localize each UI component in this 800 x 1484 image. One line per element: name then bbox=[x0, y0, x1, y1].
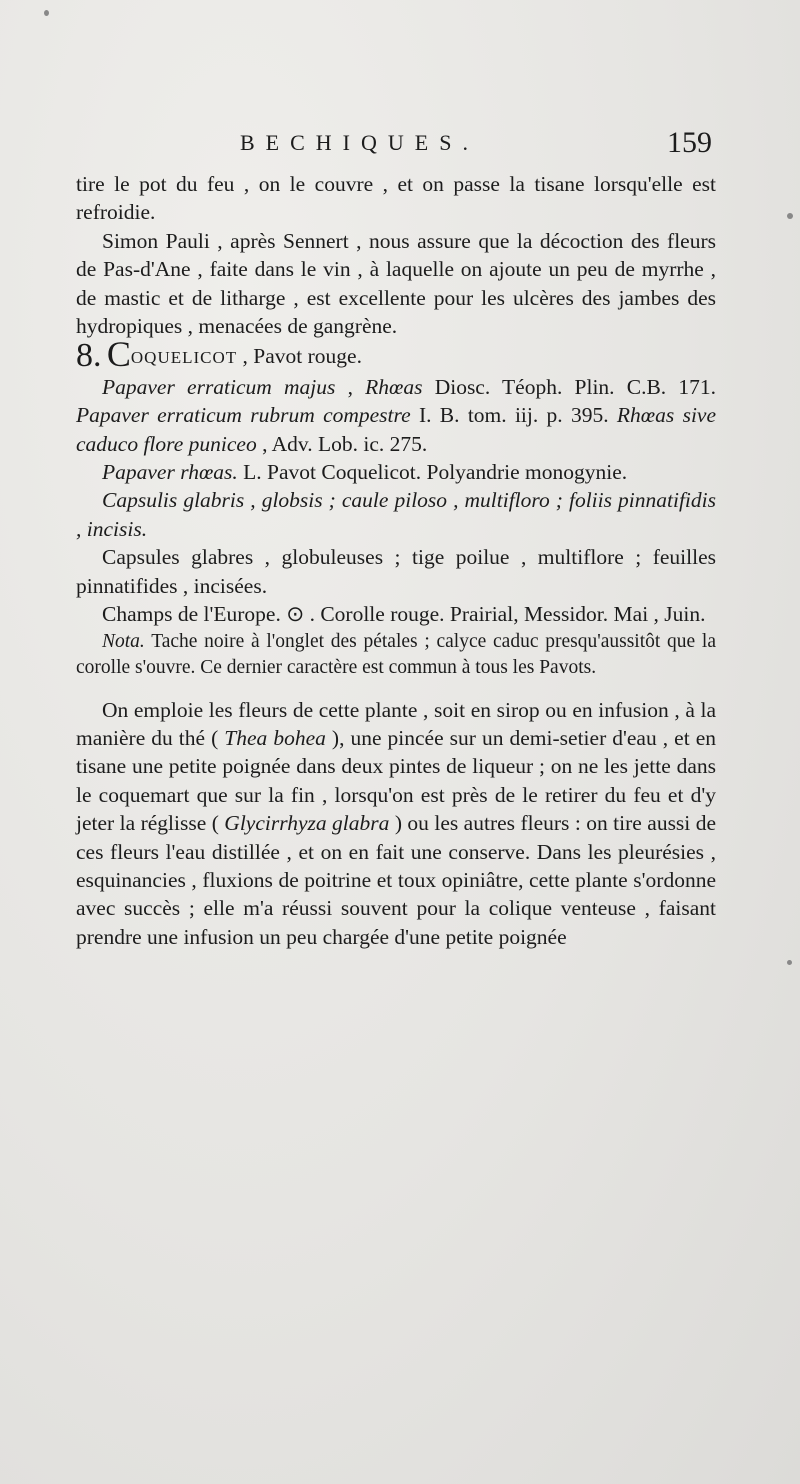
entry-number: 8. bbox=[76, 337, 102, 375]
usage-paragraph bbox=[76, 696, 716, 952]
entry-initial: C bbox=[106, 334, 131, 375]
usage-thea: Thea bohea bbox=[224, 725, 326, 750]
page-number: 159 bbox=[667, 126, 712, 159]
usage-text-a: On emploie les fleurs de cette plante , soit en sirop ou en infusion , à la manière du thé ( bbox=[76, 697, 716, 750]
synonym-2-ref: I. B. tom. iij. p. 395. bbox=[410, 403, 609, 428]
linnaean-name bbox=[76, 458, 716, 486]
paragraph-tisane: tire le pot du feu , on le couvre , et on passe la tisane lorsqu'elle est refroidie. bbox=[76, 172, 716, 225]
entry-heading bbox=[76, 334, 716, 375]
paragraph-simon-pauli: Simon Pauli , après Sennert , nous assure que la décoction des fleurs de Pas-d'Ane , faite dans le vin , à laquelle on ajoute un peu de myrrhe , de mastic et de litharge , est excellente pour les ulcères des jambes des hydropiques , menacées de gangrène. bbox=[76, 228, 716, 339]
entry-title-common: , Pavot rouge. bbox=[237, 344, 362, 369]
linnaean-binomial: Papaver rhœas. bbox=[102, 460, 238, 485]
usage-glycirrhyza: Glycirrhyza glabra bbox=[224, 811, 390, 836]
page-header bbox=[0, 126, 800, 166]
usage-text-c: ) ou les autres fleurs : on tire aussi de ces fleurs l'eau distillée , et on en fait une conserve. Dans les pleurésies , esquinancies , fluxions de poitrine et toux opiniâtre, cette plante s'ordonne avec succès ; elle m'a réussi souvent pour la colique venteuse , faisant prendre une infusion un peu chargée d'une petite poignée bbox=[76, 811, 717, 949]
running-head: BECHIQUES. bbox=[240, 130, 479, 155]
synonym-separator: , bbox=[335, 374, 366, 399]
paper-speck bbox=[787, 960, 792, 965]
diagnosis-french: Capsules glabres , globuleuses ; tige poilue , multiflore ; feuilles pinnatifides , incisées. bbox=[76, 545, 716, 598]
nota-text: Tache noire à l'onglet des pétales ; calyce caduc presqu'aussitôt que la corolle s'ouvre. Ce dernier caractère est commun à tous les Pavots. bbox=[76, 630, 716, 678]
synonym-2: Papaver erraticum rubrum compestre bbox=[76, 403, 411, 428]
synonymy bbox=[76, 373, 716, 458]
synonym-3: Rhœas sive caduco flore puniceo bbox=[76, 403, 716, 456]
habitat: Champs de l'Europe. ⊙ . Corolle rouge. Prairial, Messidor. Mai , Juin. bbox=[102, 602, 706, 627]
diagnosis-latin bbox=[76, 486, 716, 543]
usage-text-b: ), une pincée sur un demi-setier d'eau , et en tisane une petite poignée dans deux pintes de liqueur ; on ne les jette dans le coquemart que sur la fin , lorsqu'on est près de le retirer du feu et d'y jeter la réglisse ( bbox=[76, 725, 716, 836]
entry-title: OQUELICOT bbox=[130, 348, 238, 368]
page-body bbox=[76, 170, 716, 951]
nota-label: Nota. bbox=[102, 630, 145, 652]
paper-speck bbox=[787, 213, 793, 219]
diagnosis-latin-text: Capsulis glabris , globsis ; caule piloso , multifloro ; foliis pinnatifidis , incisis. bbox=[76, 488, 716, 541]
synonym-1-ref: Diosc. Téoph. Plin. C.B. 171. bbox=[422, 374, 716, 399]
linnaean-class: L. Pavot Coquelicot. Polyandrie monogynie. bbox=[237, 460, 628, 485]
synonym-3-ref: , Adv. Lob. ic. 275. bbox=[256, 431, 428, 456]
synonym-1: Papaver erraticum majus bbox=[102, 374, 336, 399]
nota bbox=[76, 629, 716, 682]
paper-speck bbox=[44, 10, 49, 16]
synonym-rhoeas: Rhœas bbox=[365, 374, 423, 399]
